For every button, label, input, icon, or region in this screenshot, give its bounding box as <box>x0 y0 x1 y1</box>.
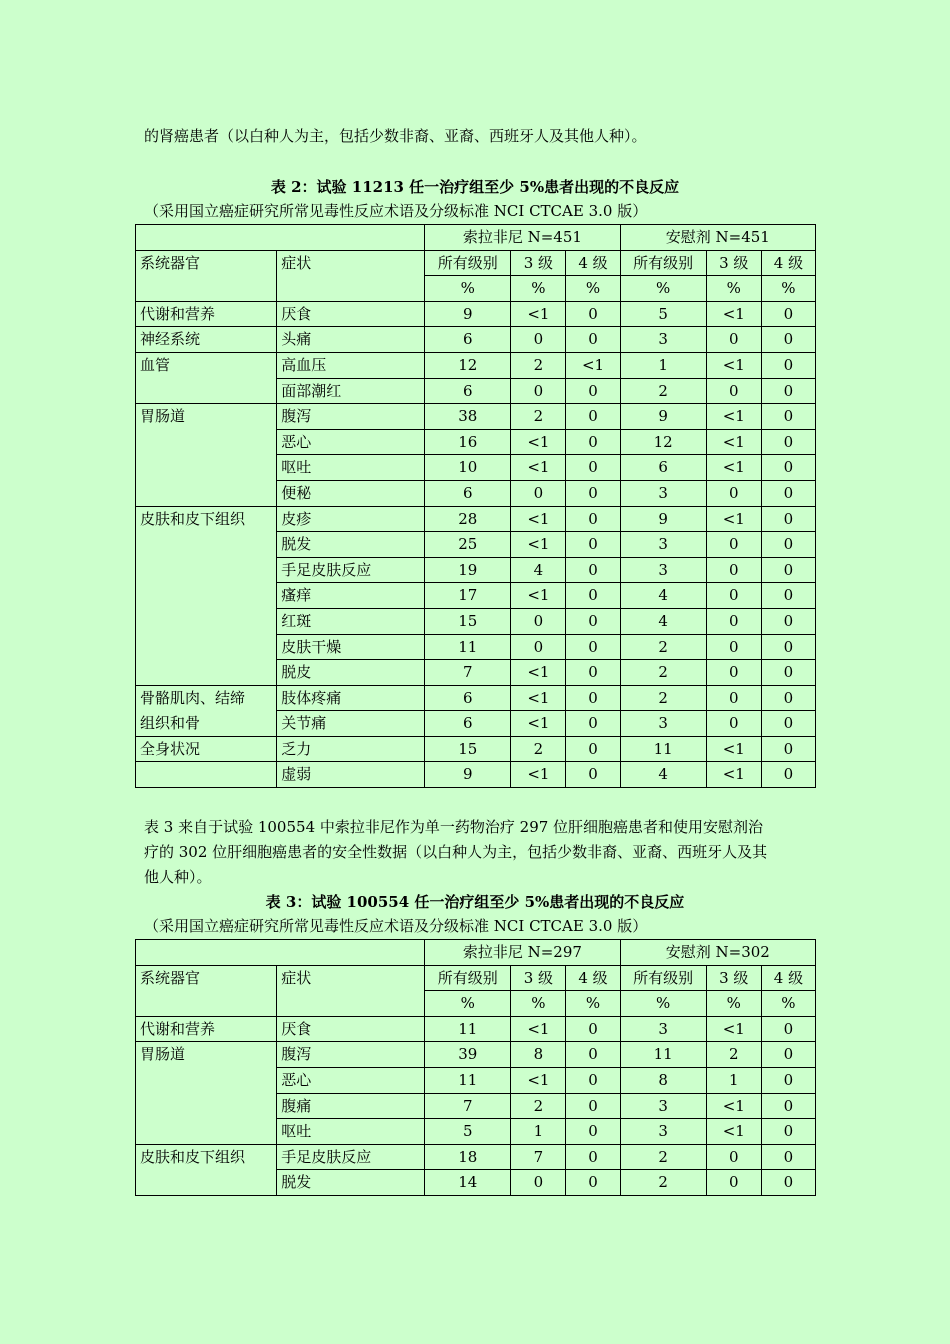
system-organ-cell <box>136 557 277 583</box>
header-row <box>136 940 816 966</box>
table-row <box>136 634 816 660</box>
value-cell: 0 <box>511 1170 566 1196</box>
table-row <box>136 736 816 762</box>
value-cell: 2 <box>620 1144 706 1170</box>
value-cell: 16 <box>425 429 511 455</box>
table-row <box>136 327 816 353</box>
value-cell: 11 <box>620 736 706 762</box>
header-blank-cell <box>277 276 425 302</box>
value-cell: 9 <box>620 404 706 430</box>
value-cell: 0 <box>761 583 815 609</box>
system-organ-cell <box>136 660 277 686</box>
value-cell: 9 <box>425 762 511 788</box>
symptom-cell: 腹泻 <box>277 1042 425 1068</box>
table-row <box>136 378 816 404</box>
value-cell: <1 <box>511 301 566 327</box>
value-cell: 0 <box>511 480 566 506</box>
header-row <box>136 965 816 991</box>
value-cell: 14 <box>425 1170 511 1196</box>
value-cell: 10 <box>425 455 511 481</box>
symptom-cell: 腹痛 <box>277 1093 425 1119</box>
table-row <box>136 685 816 711</box>
group1-header: 索拉非尼 N=297 <box>425 940 620 966</box>
value-cell: 0 <box>761 480 815 506</box>
value-cell: 0 <box>566 480 620 506</box>
value-cell: 0 <box>706 608 761 634</box>
system-organ-cell <box>136 1067 277 1093</box>
system-organ-cell <box>136 429 277 455</box>
unit-cell: % <box>620 991 706 1017</box>
value-cell: <1 <box>706 352 761 378</box>
system-organ-cell <box>136 480 277 506</box>
value-cell: 3 <box>620 711 706 737</box>
value-cell: 0 <box>511 634 566 660</box>
value-cell: 3 <box>620 532 706 558</box>
table-row <box>136 352 816 378</box>
value-cell: 0 <box>761 660 815 686</box>
value-cell: 0 <box>761 634 815 660</box>
value-cell: 0 <box>761 378 815 404</box>
header-blank-cell <box>136 991 277 1017</box>
unit-cell: % <box>706 276 761 302</box>
symptom-cell: 关节痛 <box>277 711 425 737</box>
header-empty-cell <box>136 940 425 966</box>
symptom-header: 症状 <box>277 965 425 991</box>
value-cell: <1 <box>706 1119 761 1145</box>
symptom-header: 症状 <box>277 250 425 276</box>
symptom-cell: 高血压 <box>277 352 425 378</box>
value-cell: 0 <box>566 660 620 686</box>
table-row <box>136 301 816 327</box>
value-cell: 0 <box>761 506 815 532</box>
value-cell: 38 <box>425 404 511 430</box>
value-cell: 4 <box>620 583 706 609</box>
value-cell: 0 <box>511 608 566 634</box>
unit-cell: % <box>761 276 815 302</box>
value-cell: <1 <box>706 736 761 762</box>
unit-cell: % <box>566 991 620 1017</box>
value-cell: <1 <box>706 455 761 481</box>
value-cell: 0 <box>706 711 761 737</box>
value-cell: 0 <box>566 1119 620 1145</box>
symptom-cell: 面部潮红 <box>277 378 425 404</box>
value-cell: 11 <box>425 1067 511 1093</box>
value-cell: <1 <box>511 532 566 558</box>
value-cell: 0 <box>761 532 815 558</box>
value-cell: 0 <box>511 378 566 404</box>
system-organ-cell: 皮肤和皮下组织 <box>136 1144 277 1170</box>
value-cell: 2 <box>511 404 566 430</box>
para2-line1: 表 3 来自于试验 100554 中索拉非尼作为单一药物治疗 297 位肝细胞癌患者和使用安慰剂治 <box>144 818 764 836</box>
value-cell: 0 <box>566 327 620 353</box>
table2 <box>135 224 816 788</box>
system-organ-cell: 骨骼肌肉、结缔 <box>136 685 277 711</box>
value-cell: <1 <box>566 352 620 378</box>
value-cell: 0 <box>566 1144 620 1170</box>
value-cell: 0 <box>706 1170 761 1196</box>
value-cell: 0 <box>566 711 620 737</box>
value-cell: 0 <box>761 1144 815 1170</box>
grade-header: 4 级 <box>566 965 620 991</box>
value-cell: <1 <box>511 685 566 711</box>
value-cell: 6 <box>425 378 511 404</box>
value-cell: 0 <box>566 1093 620 1119</box>
unit-cell: % <box>566 276 620 302</box>
value-cell: 0 <box>566 685 620 711</box>
value-cell: 0 <box>566 455 620 481</box>
symptom-cell: 皮肤干燥 <box>277 634 425 660</box>
value-cell: <1 <box>511 506 566 532</box>
table-row <box>136 455 816 481</box>
table-row <box>136 1119 816 1145</box>
table-row <box>136 1170 816 1196</box>
value-cell: 6 <box>620 455 706 481</box>
table-row <box>136 506 816 532</box>
system-organ-cell: 神经系统 <box>136 327 277 353</box>
symptom-cell: 手足皮肤反应 <box>277 1144 425 1170</box>
group2-header: 安慰剂 N=302 <box>620 940 815 966</box>
header-row <box>136 250 816 276</box>
value-cell: 2 <box>511 352 566 378</box>
table-row <box>136 660 816 686</box>
value-cell: 1 <box>511 1119 566 1145</box>
system-organ-cell: 全身状况 <box>136 736 277 762</box>
unit-cell: % <box>425 276 511 302</box>
value-cell: 6 <box>425 327 511 353</box>
value-cell: 0 <box>566 1042 620 1068</box>
value-cell: 0 <box>566 1016 620 1042</box>
value-cell: <1 <box>706 301 761 327</box>
value-cell: 11 <box>425 634 511 660</box>
value-cell: 4 <box>620 608 706 634</box>
table2-title: 表 2：试验 11213 任一治疗组至少 5%患者出现的不良反应 <box>270 178 680 196</box>
symptom-cell: 乏力 <box>277 736 425 762</box>
value-cell: 3 <box>620 1119 706 1145</box>
para2-line3: 他人种）。 <box>144 868 212 886</box>
value-cell: 2 <box>511 736 566 762</box>
value-cell: 0 <box>761 685 815 711</box>
value-cell: 1 <box>620 352 706 378</box>
value-cell: 0 <box>566 429 620 455</box>
symptom-cell: 皮疹 <box>277 506 425 532</box>
symptom-cell: 便秘 <box>277 480 425 506</box>
value-cell: 11 <box>620 1042 706 1068</box>
group2-header: 安慰剂 N=451 <box>620 225 815 251</box>
value-cell: 0 <box>761 429 815 455</box>
unit-cell: % <box>511 991 566 1017</box>
value-cell: 0 <box>706 583 761 609</box>
value-cell: 0 <box>566 762 620 788</box>
grade-header: 所有级别 <box>620 250 706 276</box>
value-cell: 0 <box>761 1042 815 1068</box>
value-cell: 2 <box>511 1093 566 1119</box>
grade-header: 所有级别 <box>620 965 706 991</box>
value-cell: <1 <box>706 1093 761 1119</box>
symptom-cell: 呕吐 <box>277 1119 425 1145</box>
unit-cell: % <box>425 991 511 1017</box>
value-cell: <1 <box>511 660 566 686</box>
grade-header: 4 级 <box>566 250 620 276</box>
value-cell: 0 <box>761 327 815 353</box>
value-cell: 4 <box>511 557 566 583</box>
system-organ-cell <box>136 1093 277 1119</box>
value-cell: 7 <box>425 1093 511 1119</box>
value-cell: 2 <box>620 634 706 660</box>
symptom-cell: 肢体疼痛 <box>277 685 425 711</box>
value-cell: 39 <box>425 1042 511 1068</box>
value-cell: 0 <box>566 608 620 634</box>
symptom-cell: 瘙痒 <box>277 583 425 609</box>
value-cell: 0 <box>706 557 761 583</box>
para2-line2: 疗的 302 位肝细胞癌患者的安全性数据（以白种人为主，包括少数非裔、亚裔、西班牙人及其 <box>144 843 768 861</box>
symptom-cell: 腹泻 <box>277 404 425 430</box>
table3-title: 表 3：试验 100554 任一治疗组至少 5%患者出现的不良反应 <box>265 893 685 911</box>
symptom-cell: 脱发 <box>277 532 425 558</box>
value-cell: 0 <box>706 1144 761 1170</box>
system-organ-cell <box>136 762 277 788</box>
symptom-cell: 虚弱 <box>277 762 425 788</box>
system-organ-cell <box>136 532 277 558</box>
value-cell: 3 <box>620 327 706 353</box>
symptom-cell: 头痛 <box>277 327 425 353</box>
value-cell: 1 <box>706 1067 761 1093</box>
unit-cell: % <box>761 991 815 1017</box>
value-cell: 0 <box>566 301 620 327</box>
system-organ-cell <box>136 634 277 660</box>
table3-subtitle: （采用国立癌症研究所常见毒性反应术语及分级标准 NCI CTCAE 3.0 版） <box>144 917 648 935</box>
table-row <box>136 711 816 737</box>
grade-header: 4 级 <box>761 965 815 991</box>
grade-header: 所有级别 <box>425 965 511 991</box>
value-cell: 2 <box>620 685 706 711</box>
value-cell: 0 <box>566 404 620 430</box>
system-organ-cell <box>136 455 277 481</box>
system-organ-cell <box>136 378 277 404</box>
value-cell: <1 <box>511 583 566 609</box>
system-organ-cell: 组织和骨 <box>136 711 277 737</box>
header-blank-cell <box>277 991 425 1017</box>
value-cell: 0 <box>566 378 620 404</box>
value-cell: 0 <box>761 711 815 737</box>
value-cell: 7 <box>425 660 511 686</box>
value-cell: 7 <box>511 1144 566 1170</box>
header-row <box>136 225 816 251</box>
system-organ-cell <box>136 1170 277 1196</box>
value-cell: 0 <box>566 634 620 660</box>
header-row <box>136 991 816 1017</box>
table-row <box>136 1016 816 1042</box>
header-empty-cell <box>136 225 425 251</box>
value-cell: <1 <box>706 1016 761 1042</box>
table-row <box>136 404 816 430</box>
value-cell: 0 <box>706 532 761 558</box>
table-row <box>136 1067 816 1093</box>
value-cell: 0 <box>706 480 761 506</box>
value-cell: 0 <box>706 660 761 686</box>
value-cell: <1 <box>706 762 761 788</box>
value-cell: 0 <box>761 736 815 762</box>
value-cell: 2 <box>620 660 706 686</box>
value-cell: 0 <box>566 557 620 583</box>
value-cell: 3 <box>620 557 706 583</box>
group1-header: 索拉非尼 N=451 <box>425 225 620 251</box>
value-cell: 6 <box>425 685 511 711</box>
grade-header: 所有级别 <box>425 250 511 276</box>
value-cell: 9 <box>425 301 511 327</box>
value-cell: 15 <box>425 608 511 634</box>
table2-subtitle: （采用国立癌症研究所常见毒性反应术语及分级标准 NCI CTCAE 3.0 版） <box>144 202 648 220</box>
value-cell: 0 <box>761 557 815 583</box>
grade-header: 3 级 <box>706 965 761 991</box>
value-cell: 0 <box>566 506 620 532</box>
value-cell: <1 <box>706 404 761 430</box>
grade-header: 4 级 <box>761 250 815 276</box>
table-row <box>136 1042 816 1068</box>
value-cell: 0 <box>761 1119 815 1145</box>
table-row <box>136 532 816 558</box>
value-cell: 0 <box>761 1067 815 1093</box>
value-cell: 0 <box>761 1170 815 1196</box>
value-cell: <1 <box>511 429 566 455</box>
table-row <box>136 480 816 506</box>
value-cell: <1 <box>511 1067 566 1093</box>
value-cell: 5 <box>425 1119 511 1145</box>
header-row <box>136 276 816 302</box>
unit-cell: % <box>511 276 566 302</box>
unit-cell: % <box>706 991 761 1017</box>
value-cell: 0 <box>761 1016 815 1042</box>
value-cell: 9 <box>620 506 706 532</box>
header-blank-cell <box>136 276 277 302</box>
system-organ-header: 系统器官 <box>136 250 277 276</box>
value-cell: 0 <box>511 327 566 353</box>
value-cell: 18 <box>425 1144 511 1170</box>
table3-intro-paragraph <box>144 815 816 890</box>
grade-header: 3 级 <box>511 250 566 276</box>
system-organ-cell: 代谢和营养 <box>136 301 277 327</box>
value-cell: 0 <box>566 1067 620 1093</box>
value-cell: <1 <box>706 506 761 532</box>
value-cell: 0 <box>706 685 761 711</box>
value-cell: <1 <box>706 429 761 455</box>
value-cell: 8 <box>511 1042 566 1068</box>
value-cell: 0 <box>761 404 815 430</box>
value-cell: 6 <box>425 711 511 737</box>
value-cell: 8 <box>620 1067 706 1093</box>
value-cell: 2 <box>620 1170 706 1196</box>
symptom-cell: 呕吐 <box>277 455 425 481</box>
table-row <box>136 557 816 583</box>
value-cell: 3 <box>620 1093 706 1119</box>
symptom-cell: 手足皮肤反应 <box>277 557 425 583</box>
symptom-cell: 脱发 <box>277 1170 425 1196</box>
value-cell: 0 <box>761 455 815 481</box>
value-cell: <1 <box>511 711 566 737</box>
value-cell: <1 <box>511 1016 566 1042</box>
table-row <box>136 1093 816 1119</box>
table-row <box>136 583 816 609</box>
value-cell: 15 <box>425 736 511 762</box>
table3 <box>135 939 816 1196</box>
value-cell: 28 <box>425 506 511 532</box>
system-organ-cell <box>136 608 277 634</box>
value-cell: 5 <box>620 301 706 327</box>
system-organ-cell: 胃肠道 <box>136 404 277 430</box>
table-row <box>136 429 816 455</box>
symptom-cell: 恶心 <box>277 1067 425 1093</box>
value-cell: 0 <box>706 378 761 404</box>
value-cell: 12 <box>620 429 706 455</box>
value-cell: <1 <box>511 455 566 481</box>
grade-header: 3 级 <box>706 250 761 276</box>
table-row <box>136 1144 816 1170</box>
value-cell: 0 <box>761 608 815 634</box>
system-organ-cell <box>136 1119 277 1145</box>
value-cell: 19 <box>425 557 511 583</box>
table-row <box>136 762 816 788</box>
symptom-cell: 厌食 <box>277 1016 425 1042</box>
unit-cell: % <box>620 276 706 302</box>
value-cell: 0 <box>566 583 620 609</box>
system-organ-cell: 血管 <box>136 352 277 378</box>
value-cell: 3 <box>620 1016 706 1042</box>
value-cell: 6 <box>425 480 511 506</box>
value-cell: 0 <box>706 634 761 660</box>
value-cell: 3 <box>620 480 706 506</box>
system-organ-cell: 胃肠道 <box>136 1042 277 1068</box>
symptom-cell: 红斑 <box>277 608 425 634</box>
value-cell: 12 <box>425 352 511 378</box>
value-cell: 0 <box>761 352 815 378</box>
value-cell: 0 <box>761 1093 815 1119</box>
value-cell: 4 <box>620 762 706 788</box>
intro-paragraph: 的肾癌患者（以白种人为主，包括少数非裔、亚裔、西班牙人及其他人种）。 <box>144 127 647 145</box>
value-cell: 0 <box>566 736 620 762</box>
table-row <box>136 608 816 634</box>
system-organ-cell: 代谢和营养 <box>136 1016 277 1042</box>
system-organ-cell <box>136 583 277 609</box>
grade-header: 3 级 <box>511 965 566 991</box>
value-cell: 17 <box>425 583 511 609</box>
value-cell: 0 <box>566 1170 620 1196</box>
value-cell: 0 <box>761 762 815 788</box>
value-cell: 11 <box>425 1016 511 1042</box>
symptom-cell: 恶心 <box>277 429 425 455</box>
value-cell: 0 <box>706 327 761 353</box>
symptom-cell: 脱皮 <box>277 660 425 686</box>
value-cell: 25 <box>425 532 511 558</box>
value-cell: 2 <box>706 1042 761 1068</box>
value-cell: <1 <box>511 762 566 788</box>
symptom-cell: 厌食 <box>277 301 425 327</box>
system-organ-header: 系统器官 <box>136 965 277 991</box>
value-cell: 2 <box>620 378 706 404</box>
value-cell: 0 <box>761 301 815 327</box>
value-cell: 0 <box>566 532 620 558</box>
system-organ-cell: 皮肤和皮下组织 <box>136 506 277 532</box>
